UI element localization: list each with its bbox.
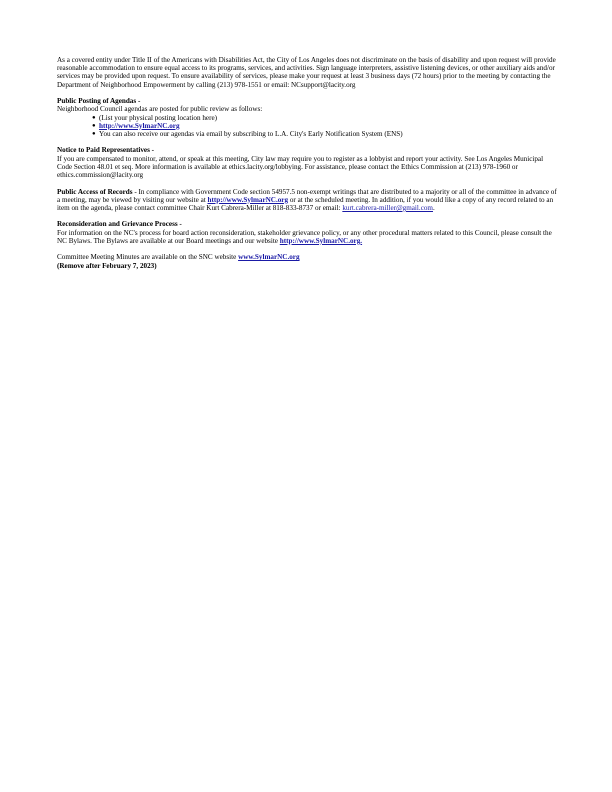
- reconsideration-body: [57, 229, 557, 245]
- paid-reps-section: [57, 146, 557, 179]
- reconsideration-section: [57, 220, 557, 245]
- website-link[interactable]: http://www.SylmarNC.org: [99, 121, 180, 130]
- paid-reps-heading: Notice to Paid Representatives -: [57, 146, 155, 155]
- records-section: [57, 188, 557, 213]
- minutes-line: [57, 253, 557, 261]
- records-heading: Public Access of Records: [57, 187, 133, 196]
- records-website-link[interactable]: http://www.SylmarNC.org: [207, 195, 289, 204]
- document-page: [57, 56, 557, 278]
- posting-list: [57, 114, 557, 139]
- chair-email-link[interactable]: kurt.cabrera-miller@gmail.com: [342, 203, 433, 212]
- reconsideration-heading: Reconsideration and Grievance Process -: [57, 220, 182, 229]
- posting-item-location: [93, 114, 557, 122]
- minutes-text: Committee Meeting Minutes are available on the SNC website: [57, 253, 239, 262]
- records-text-a: - In compliance with Government Code section 54957.5 non-exempt writings that are distributed to a majority or all of the committee in advance of a meeting, may be viewed by visiting our website at: [57, 187, 557, 204]
- posting-item-ens: [93, 130, 557, 138]
- minutes-section: [57, 253, 557, 269]
- posting-intro: Neighborhood Council agendas are posted for public review as follows:: [57, 105, 263, 114]
- minutes-website-link[interactable]: www.SylmarNC.org: [238, 253, 300, 262]
- posting-item-label: (List your physical posting location here): [99, 113, 217, 122]
- ada-notice: As a covered entity under Title II of the Americans with Disabilities Act, the City of Los Angeles does not discriminate on the basis of disability and upon request will provide reasonable accommodation to ensure equal access to its programs, services, and activities. Sign language interpreters, assistive listening devices, or other auxiliary aids and/or services may be provided upon request. To ensure availability of services, please make your request at least 3 business days (72 hours) prior to the meeting by contacting the Department of Neighborhood Empowerment by calling (213) 978-1551 or email: NCsupport@lacity.org: [57, 56, 556, 89]
- bullet-icon: ●: [92, 130, 96, 137]
- posting-section: [57, 97, 557, 138]
- paid-reps-text: If you are compensated to monitor, attend, or speak at this meeting, City law may require you to register as a lobbyist and report your activity. See Los Angeles Municipal Code Section 48.01 et seq. More information is available at ethics.lacity.org/lobbying. For assistance, please contact the Ethics Commission at (213) 978-1960 or ethics.commission@lacity.org: [57, 154, 544, 180]
- bullet-icon: ●: [92, 122, 96, 129]
- bullet-icon: ●: [92, 114, 96, 121]
- posting-item-label: You can also receive our agendas via email by subscribing to L.A. City's Early Notification System (ENS): [99, 129, 403, 138]
- minutes-note: (Remove after February 7, 2023): [57, 261, 157, 270]
- reconsideration-text: For information on the NC's process for board action reconsideration, stakeholder grievance policy, or any other procedural matters related to this Council, please consult the NC Bylaws. The Bylaws are available at our Board meetings and our website: [57, 228, 552, 245]
- bylaws-website-link[interactable]: http://www.SylmarNC.org.: [279, 236, 363, 245]
- records-text-c: .: [432, 203, 435, 212]
- posting-heading: Public Posting of Agendas -: [57, 97, 141, 106]
- records-text-b: or at the scheduled meeting. In addition, if you would like a copy of any record related to an item on the agenda, please contact committee Chair Kurt Cabrera-Miller at 818-833-8737 or email:: [57, 195, 554, 212]
- posting-item-website: [93, 122, 557, 130]
